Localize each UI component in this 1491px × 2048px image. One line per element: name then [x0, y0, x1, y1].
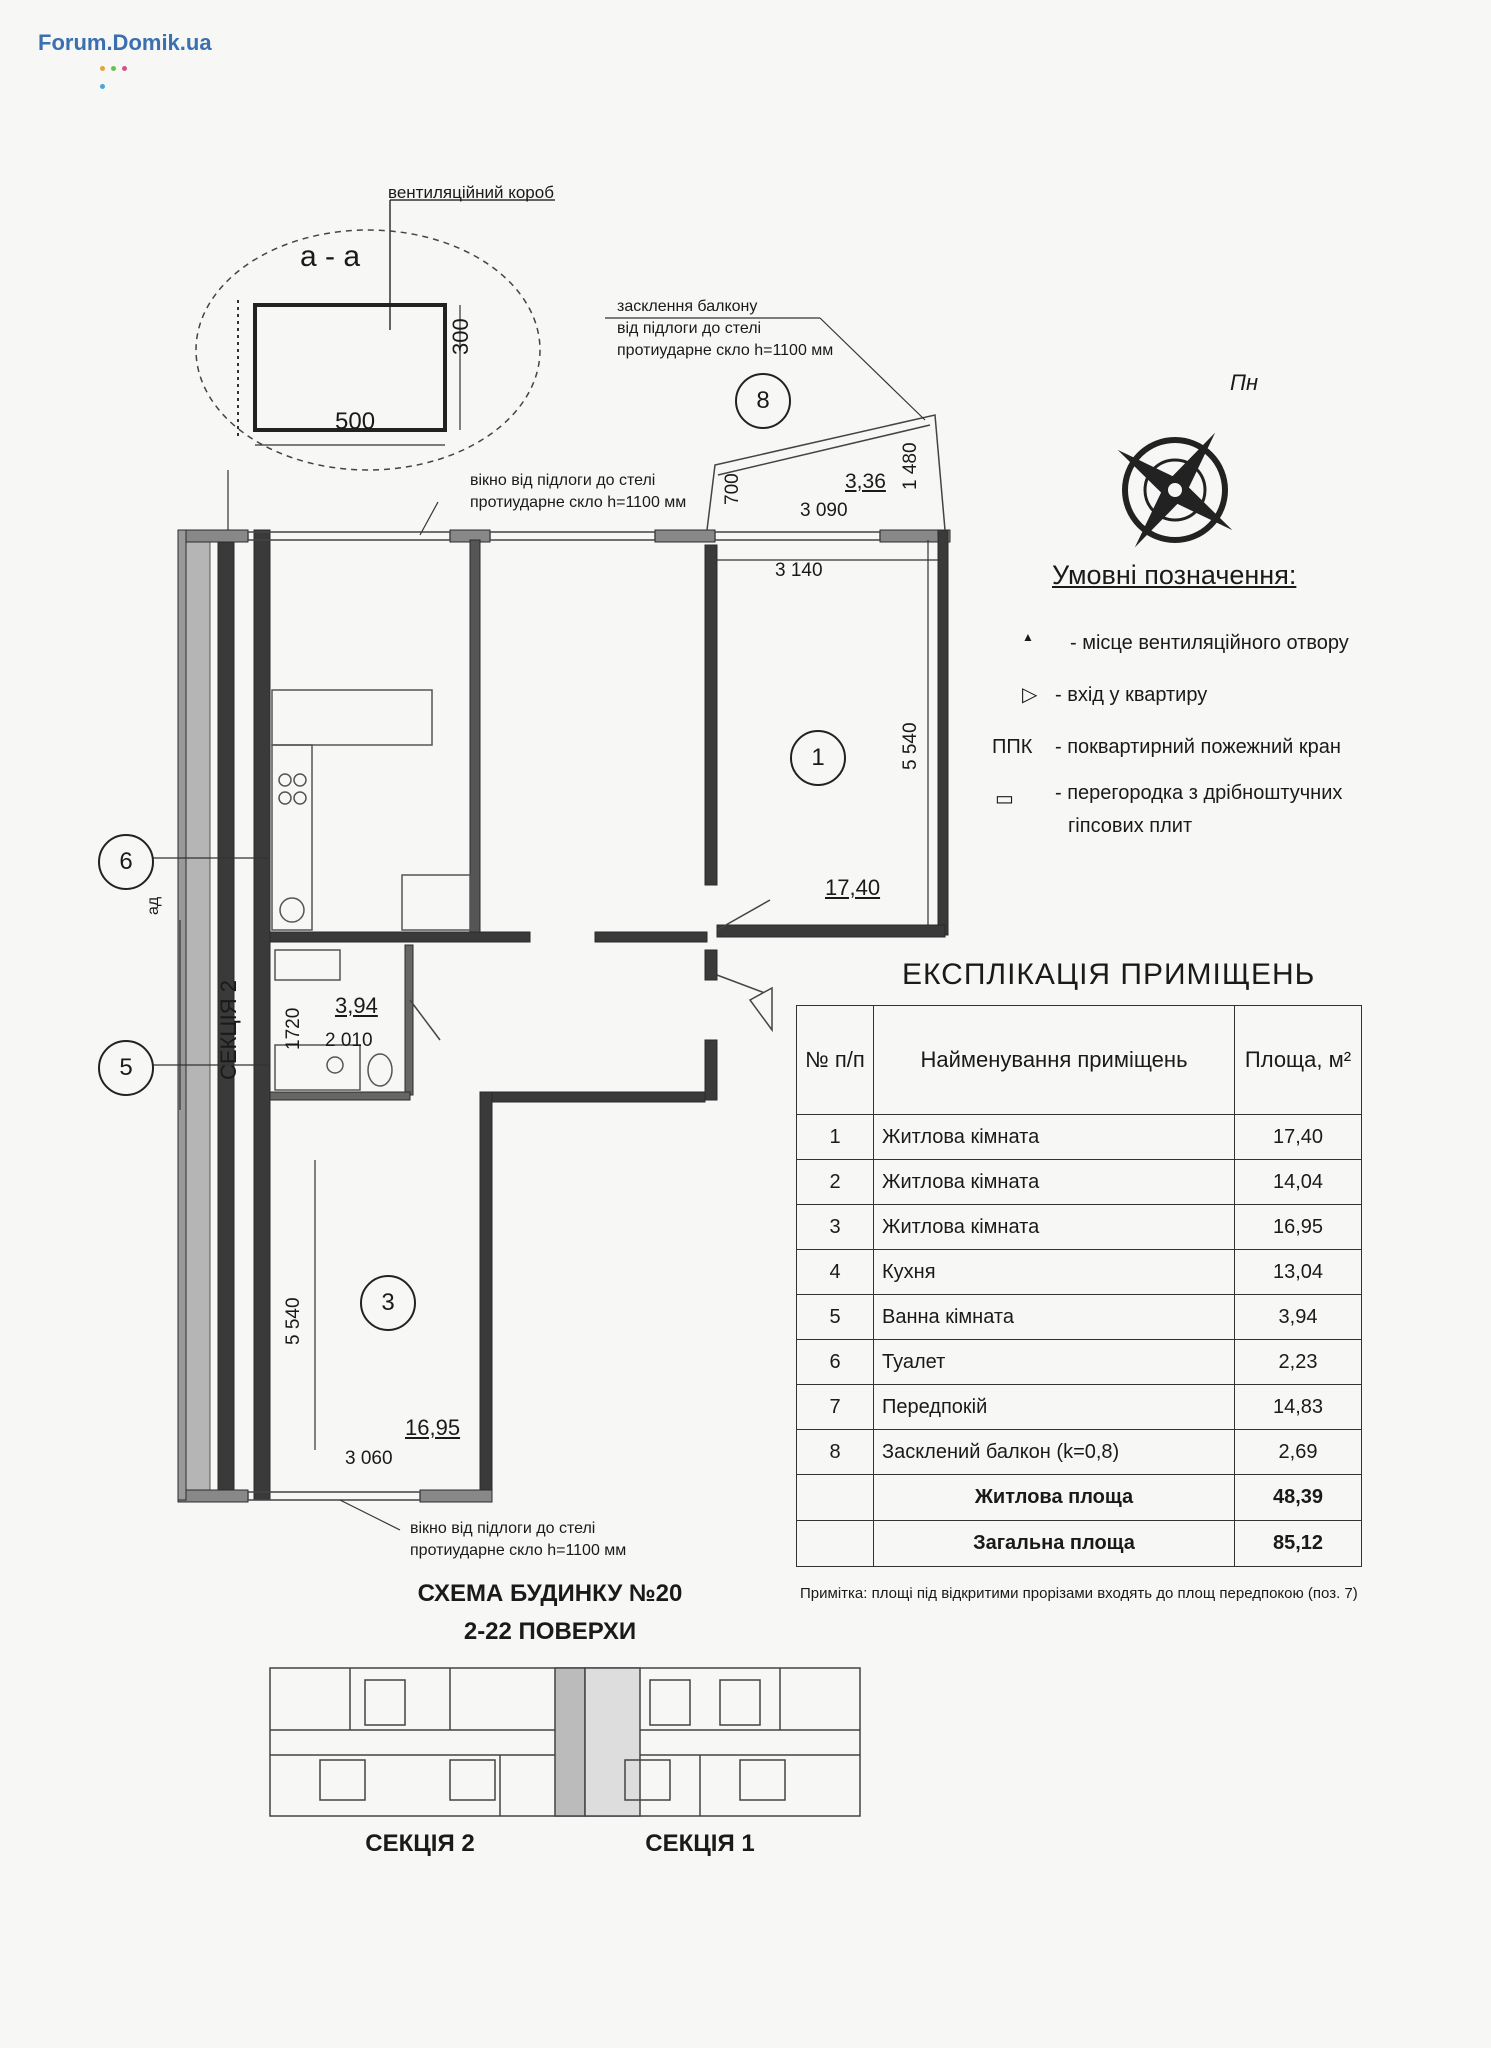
legend-symbol-entry: ▷ [1022, 684, 1038, 706]
living-area-value: 48,39 [1235, 1475, 1362, 1521]
living-area-label: Житлова площа [874, 1475, 1235, 1521]
kitchen-table [402, 875, 470, 930]
compass-center [1167, 482, 1183, 498]
scheme-title: СХЕМА БУДИНКУ №20 [417, 1580, 683, 1607]
row-area: 2,69 [1235, 1430, 1362, 1475]
dim-room3-length: 5 540 [283, 1297, 304, 1345]
room1-number: 1 [790, 730, 846, 786]
scheme-apt-3 [720, 1680, 760, 1725]
row-area: 3,94 [1235, 1295, 1362, 1340]
kitchen-sink [280, 898, 304, 922]
table-row [797, 1115, 1362, 1160]
washbasin [327, 1057, 343, 1073]
row-name: Засклений балкон (k=0,8) [874, 1430, 1235, 1475]
total-area-row [797, 1521, 1362, 1567]
compass-north-label: Пн [1230, 370, 1259, 395]
dim-balcony-depth: 700 [722, 473, 743, 505]
balcony-note-arrow [820, 318, 925, 420]
row-area: 16,95 [1235, 1205, 1362, 1250]
header-area: Площа, м² [1235, 1006, 1362, 1115]
room1-bottom-wall [717, 925, 945, 937]
row-num: 4 [797, 1250, 874, 1295]
explication-remark: Примітка: площі під відкритими прорізами входять до площ передпокою (поз. 7) [800, 1585, 1358, 1602]
dim-bath-w: 2 010 [325, 1030, 373, 1051]
stove-burner-4 [294, 792, 306, 804]
balcony-note-line-3: протиударне скло h=1100 мм [617, 342, 834, 359]
row-area: 13,04 [1235, 1250, 1362, 1295]
balcony-number: 8 [735, 373, 791, 429]
window-room3 [248, 1492, 420, 1500]
legend-text-vent: - місце вентиляційного отвору [1070, 632, 1349, 654]
window-note-leader [420, 502, 438, 535]
kitchen-partition [470, 540, 480, 935]
balcony-note-line-2: від підлоги до стелі [617, 320, 762, 337]
bath-wall-right [405, 945, 413, 1095]
row-area: 14,04 [1235, 1160, 1362, 1205]
window-note-top-line-1: вікно від підлоги до стелі [470, 472, 656, 489]
row-num: 5 [797, 1295, 874, 1340]
table-row [797, 1160, 1362, 1205]
row-name: Передпокій [874, 1385, 1235, 1430]
row-name: Ванна кімната [874, 1295, 1235, 1340]
hall-wall-v2 [705, 1040, 717, 1100]
explication-table [796, 1005, 1362, 1567]
legend-symbol-partition: ▭ [995, 788, 1014, 810]
window-kitchen [248, 532, 450, 540]
dim-balcony-side: 1 480 [900, 442, 921, 490]
kitchen-bottom-wall [270, 932, 530, 942]
kitchen-furniture [272, 690, 470, 930]
row-num: 3 [797, 1205, 874, 1250]
dim-room1-width: 3 140 [775, 560, 823, 581]
legend-text-partition: - перегородка з дрібноштучних [1055, 782, 1343, 804]
window-note-top-line-2: протиударне скло h=1100 мм [470, 494, 687, 511]
row-num: 8 [797, 1430, 874, 1475]
top-wall-mid2 [655, 530, 715, 542]
axis5-marker: 5 [98, 1040, 154, 1096]
section-height: 300 [448, 318, 473, 355]
table-row [797, 1340, 1362, 1385]
section-caption: вентиляційний короб [388, 183, 554, 202]
table-row [797, 1385, 1362, 1430]
room1-left-wall [705, 545, 717, 885]
scheme-apt-2 [650, 1680, 690, 1725]
row-num: 2 [797, 1160, 874, 1205]
dim-bath-h: 1720 [283, 1007, 304, 1050]
legend-text-entry: - вхід у квартиру [1055, 684, 1208, 706]
balcony-note-line-1: засклення балкону [617, 298, 758, 315]
section2-label: СЕКЦІЯ 2 [216, 980, 241, 1080]
shaft-wall-right [254, 530, 270, 1500]
table-row [797, 1250, 1362, 1295]
window-room1-b [715, 532, 880, 540]
row-name: Житлова кімната [874, 1160, 1235, 1205]
row-area: 17,40 [1235, 1115, 1362, 1160]
room3-bottom-wall-left [178, 1490, 248, 1502]
balcony-note [617, 296, 833, 362]
room3-number: 3 [360, 1275, 416, 1331]
right-wall-room1 [938, 530, 948, 935]
row-num: 7 [797, 1385, 874, 1430]
table-row [797, 1295, 1362, 1340]
scheme-stair [585, 1668, 640, 1816]
scheme-section1: СЕКЦІЯ 1 [645, 1830, 755, 1857]
section-width: 500 [335, 408, 376, 435]
kitchen-cabinet [272, 745, 312, 930]
window-note-bottom-line-1: вікно від підлоги до стелі [410, 1520, 596, 1537]
legend-symbol-hydrant: ППК [992, 736, 1033, 758]
row-name: Кухня [874, 1250, 1235, 1295]
ext-left-wall [178, 530, 186, 1500]
scheme-subtitle: 2-22 ПОВЕРХИ [463, 1618, 637, 1645]
site-watermark: Forum.Domik.ua [38, 30, 212, 55]
bath-area: 3,94 [335, 993, 378, 1018]
scheme-apt-7 [740, 1760, 785, 1800]
living-area-row [797, 1475, 1362, 1521]
row-name: Житлова кімната [874, 1115, 1235, 1160]
top-wall-left [178, 530, 248, 542]
dim-balcony-width: 3 090 [800, 500, 848, 521]
scheme-apt-4 [320, 1760, 365, 1800]
window-note-top [470, 470, 686, 514]
door-bath [410, 1000, 440, 1040]
balcony-inner [718, 425, 930, 475]
legend-text-hydrant: - поквартирний пожежний кран [1055, 736, 1341, 758]
stove-burner-2 [294, 774, 306, 786]
row-num: 6 [797, 1340, 874, 1385]
stove-burner-3 [279, 792, 291, 804]
row-name: Житлова кімната [874, 1205, 1235, 1250]
axis6-marker: 6 [98, 834, 154, 890]
header-name: Найменування приміщень [874, 1006, 1235, 1115]
window-note-bottom [410, 1518, 626, 1562]
toilet [368, 1054, 392, 1086]
window-room1-a [490, 532, 655, 540]
explication-title: ЕКСПЛІКАЦІЯ ПРИМІЩЕНЬ [902, 958, 1316, 991]
scheme-section2: СЕКЦІЯ 2 [365, 1830, 475, 1857]
bath-wall-bottom [270, 1092, 410, 1100]
row-num: 1 [797, 1115, 874, 1160]
door-hall [717, 975, 770, 995]
scheme-apt-1 [365, 1680, 405, 1725]
dim-room1-length: 5 540 [900, 722, 921, 770]
room3-right-wall [480, 1092, 492, 1497]
scheme-shaft [555, 1668, 585, 1816]
explication-header-row [797, 1006, 1362, 1115]
window-note-bottom-leader [340, 1500, 400, 1530]
total-area-label: Загальна площа [874, 1521, 1235, 1567]
doors [410, 900, 772, 1040]
legend-title: Умовні позначення: [1052, 560, 1297, 590]
kitchen-counter [272, 690, 432, 745]
room3-bottom-wall-right [420, 1490, 492, 1502]
hall-wall-v [705, 950, 717, 980]
table-row [797, 1430, 1362, 1475]
header-num: № п/п [797, 1006, 874, 1115]
legend-text-partition-2: гіпсових плит [1068, 815, 1193, 837]
total-area-value: 85,12 [1235, 1521, 1362, 1567]
window-note-bottom-line-2: протиударне скло h=1100 мм [410, 1542, 627, 1559]
scheme-apt-5 [450, 1760, 495, 1800]
room3-area: 16,95 [405, 1415, 461, 1440]
entrance-arrow [750, 988, 772, 1030]
building-scheme [270, 1668, 860, 1816]
bathtub [275, 950, 340, 980]
compass [1078, 393, 1273, 588]
row-area: 14,83 [1235, 1385, 1362, 1430]
legend-symbol-vent: ▲ [1022, 630, 1034, 644]
row-area: 2,23 [1235, 1340, 1362, 1385]
room1-area: 17,40 [825, 875, 881, 900]
hall-wall-mid [595, 932, 707, 942]
section-title: а - а [300, 240, 361, 273]
room3-top-wall [480, 1092, 705, 1102]
stove-burner-1 [279, 774, 291, 786]
row-name: Туалет [874, 1340, 1235, 1385]
balcony-area: 3,36 [845, 470, 886, 493]
dim-room3-width: 3 060 [345, 1448, 393, 1469]
table-row [797, 1205, 1362, 1250]
break-mark: ад [145, 896, 162, 915]
